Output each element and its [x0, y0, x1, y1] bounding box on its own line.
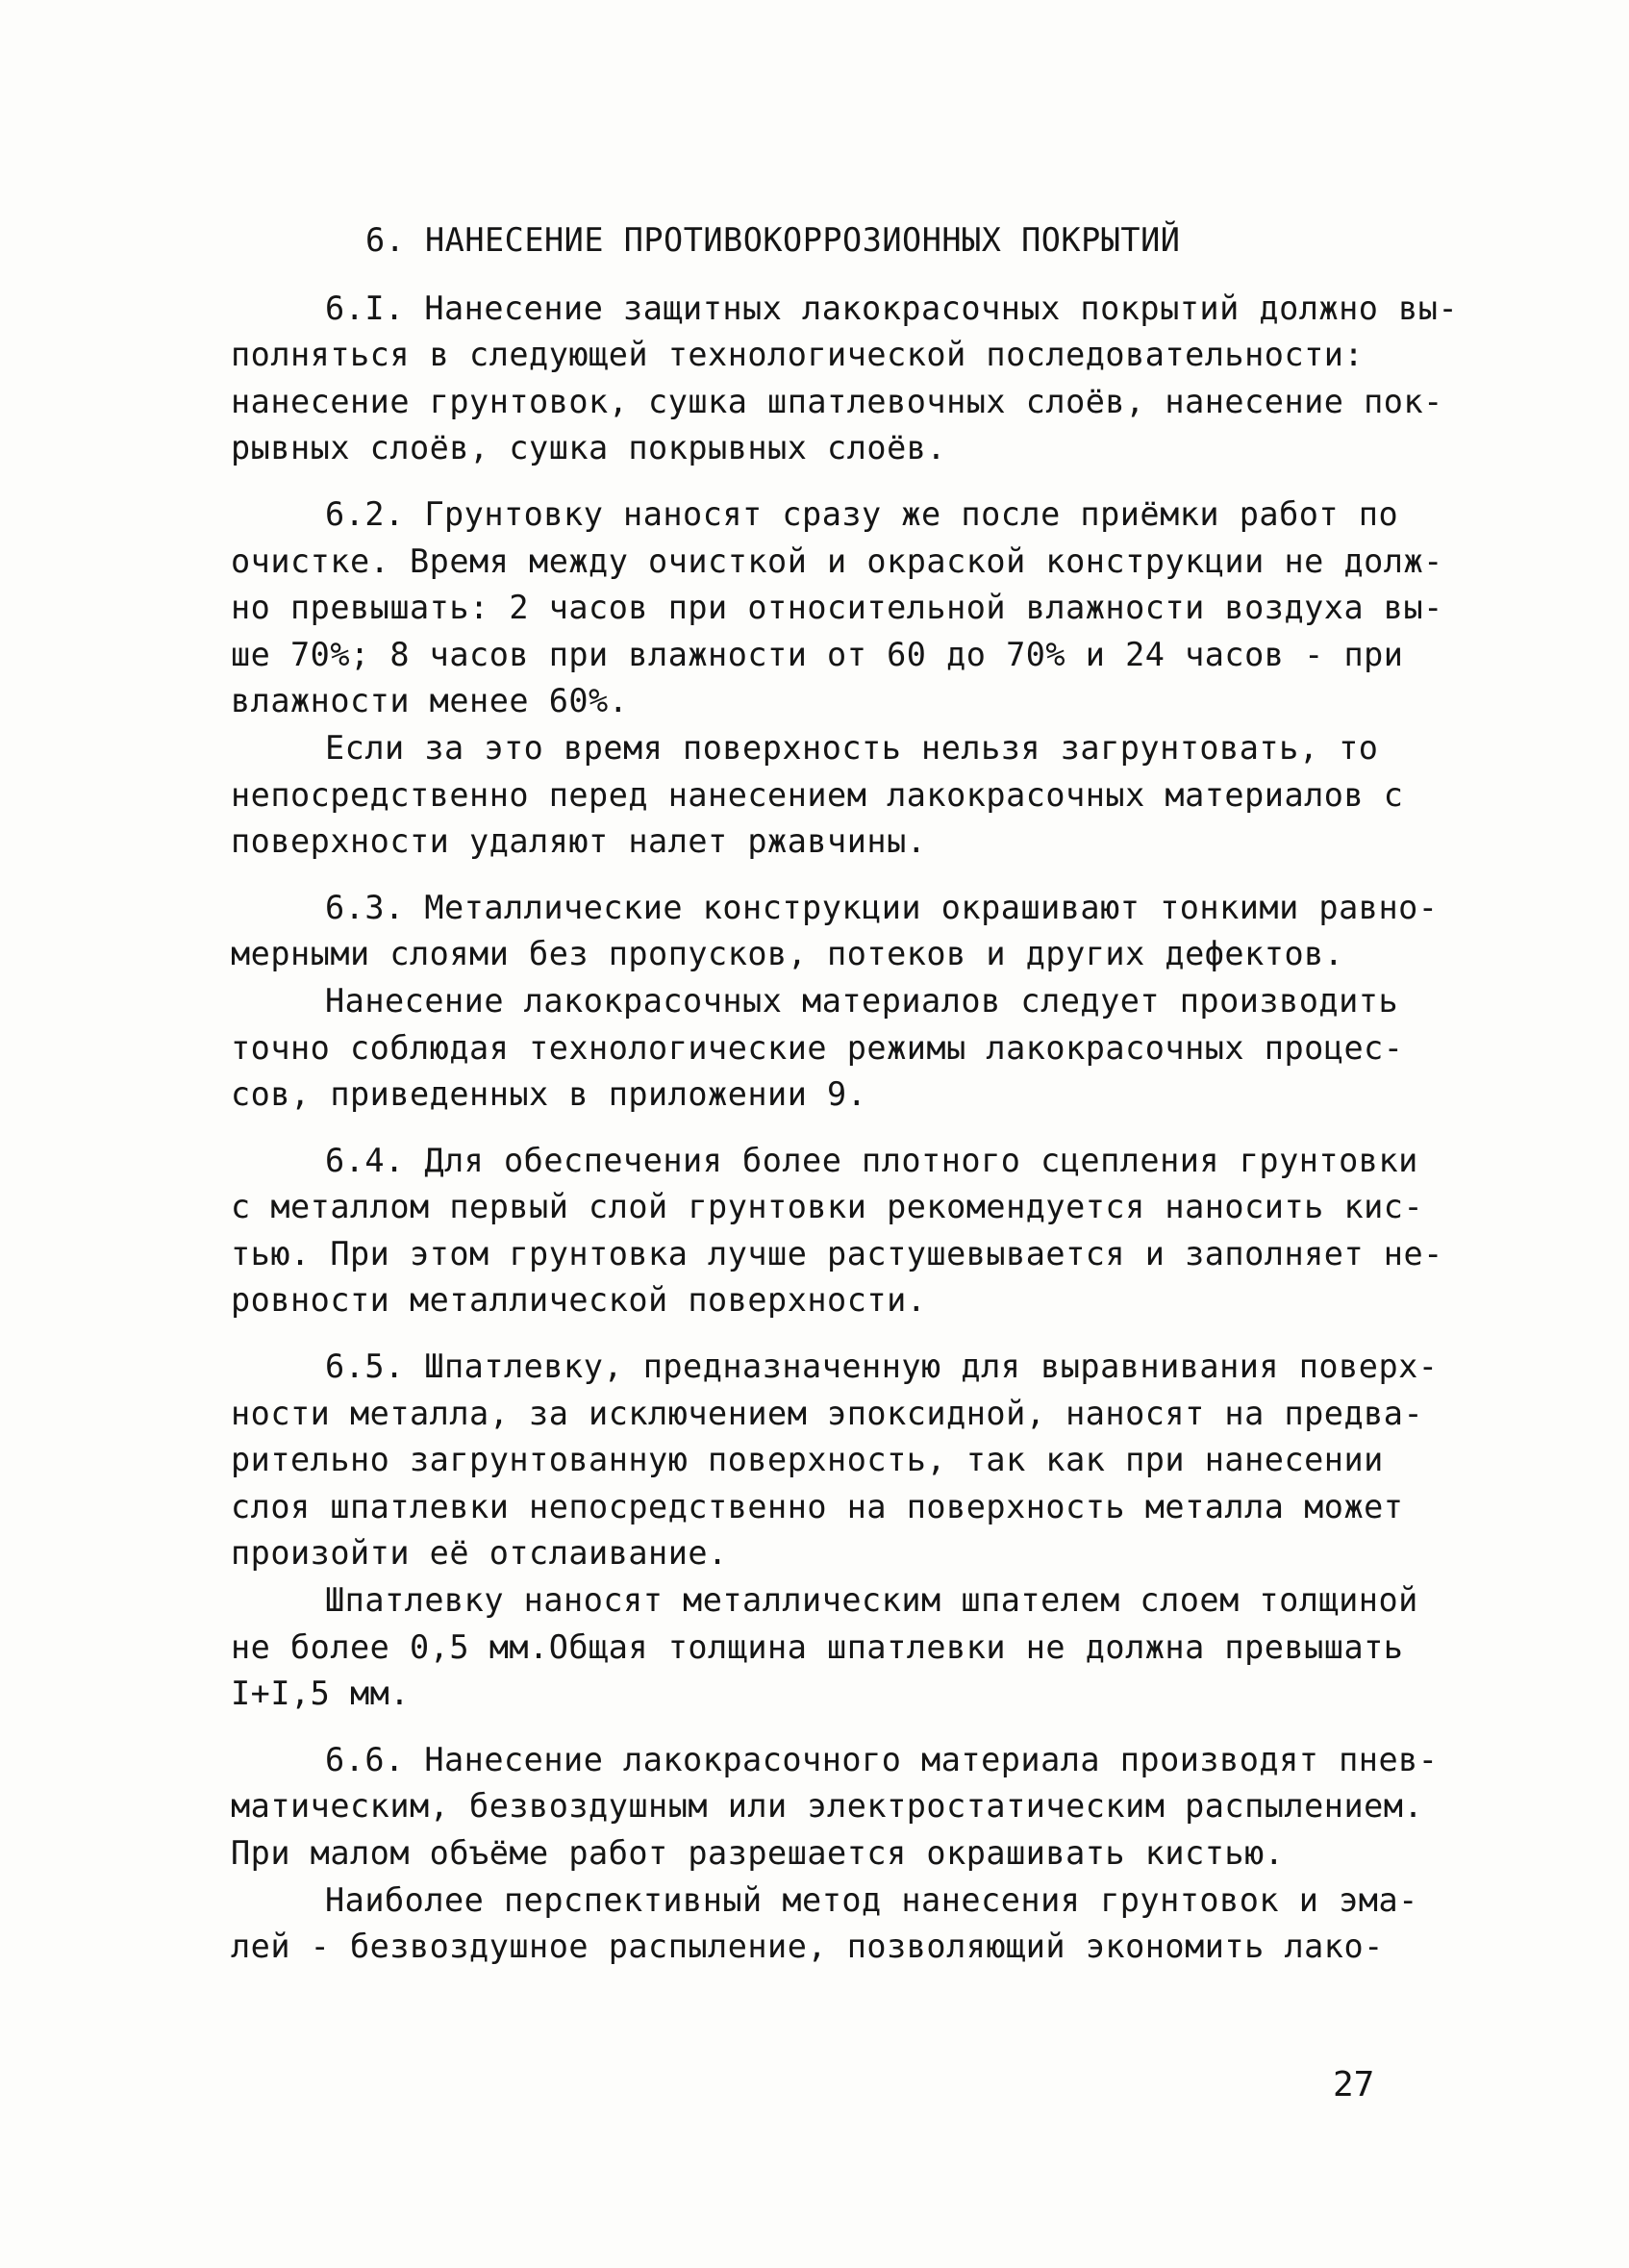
- paragraph-line: рительно загрунтованную поверхность, так как при нанесении: [231, 1441, 1384, 1479]
- paragraph-line: Наиболее перспективный метод нанесения грунтовок и эма-: [325, 1880, 1418, 1919]
- paragraph-line: 6.2. Грунтовку наносят сразу же после приёмки работ по: [325, 494, 1399, 533]
- section-heading: 6. НАНЕСЕНИЕ ПРОТИВОКОРРОЗИОННЫХ ПОКРЫТИЙ: [365, 221, 1181, 259]
- paragraph-line: При малом объёме работ разрешается окрашивать кистью.: [231, 1834, 1285, 1872]
- paragraph-line: полняться в следующей технологической последовательности:: [231, 336, 1365, 374]
- paragraph-line: рывных слоёв, сушка покрывных слоёв.: [231, 429, 947, 467]
- paragraph-6-2-cont: [231, 725, 1404, 866]
- paragraph-line: не более 0,5 мм.Общая толщина шпатлевки не должна превышать: [231, 1627, 1404, 1666]
- paragraph-line: точно соблюдая технологические режимы лакокрасочных процес-: [231, 1028, 1404, 1067]
- paragraph-line: Если за это время поверхность нельзя загрунтовать, то: [325, 728, 1379, 767]
- paragraph-line: I+I,5 мм.: [231, 1675, 411, 1713]
- paragraph-line: ности металла, за исключением эпоксидной, наносят на предва-: [231, 1394, 1424, 1432]
- paragraph-line: с металлом первый слой грунтовки рекомендуется наносить кис-: [231, 1188, 1424, 1226]
- paragraph-line: мерными слоями без пропусков, потеков и других дефектов.: [231, 935, 1344, 973]
- paragraph-line: Нанесение лакокрасочных материалов следует производить: [325, 981, 1399, 1020]
- paragraph-6-5: [231, 1344, 1439, 1577]
- document-body: [231, 217, 1459, 1971]
- paragraph-line: 6.I. Нанесение защитных лакокрасочных покрытий должно вы-: [325, 289, 1459, 327]
- paragraph-line: тью. При этом грунтовка лучше растушевывается и заполняет не-: [231, 1234, 1443, 1273]
- paragraph-line: ровности металлической поверхности.: [231, 1281, 927, 1320]
- paragraph-line: поверхности удаляют налет ржавчины.: [231, 822, 927, 861]
- paragraph-line: влажности менее 60%.: [231, 682, 629, 720]
- paragraph-6-3: [231, 885, 1439, 978]
- page-number: 27: [1333, 2065, 1375, 2104]
- paragraph-line: ше 70%; 8 часов при влажности от 60 до 70% и 24 часов - при: [231, 635, 1404, 673]
- paragraph-6-4: [231, 1138, 1443, 1324]
- paragraph-line: но превышать: 2 часов при относительной влажности воздуха вы-: [231, 589, 1443, 627]
- paragraph-line: сов, приведенных в приложении 9.: [231, 1075, 867, 1114]
- paragraph-6-3-cont: [231, 978, 1404, 1119]
- paragraph-6-5-cont: [231, 1577, 1418, 1718]
- paragraph-6-6: [231, 1737, 1439, 1877]
- paragraph-line: матическим, безвоздушным или электростатическим распылением.: [231, 1787, 1424, 1826]
- paragraph-line: непосредственно перед нанесением лакокрасочных материалов с: [231, 775, 1404, 814]
- paragraph-line: очистке. Время между очисткой и окраской конструкции не долж-: [231, 542, 1443, 580]
- paragraph-line: 6.3. Металлические конструкции окрашивают тонкими равно-: [325, 888, 1439, 926]
- paragraph-line: 6.5. Шпатлевку, предназначенную для выравнивания поверх-: [325, 1348, 1439, 1386]
- paragraph-line: нанесение грунтовок, сушка шпатлевочных слоёв, нанесение пок-: [231, 382, 1443, 420]
- paragraph-line: 6.6. Нанесение лакокрасочного материала производят пнев-: [325, 1740, 1439, 1778]
- paragraph-6-6-cont: [231, 1877, 1418, 1971]
- paragraph-line: произойти её отслаивание.: [231, 1534, 728, 1573]
- paragraph-6-1: [231, 286, 1459, 472]
- paragraph-6-2: [231, 491, 1443, 725]
- paragraph-line: лей - безвоздушное распыление, позволяющий экономить лако-: [231, 1928, 1384, 1966]
- paragraph-line: 6.4. Для обеспечения более плотного сцепления грунтовки: [325, 1141, 1418, 1179]
- paragraph-line: Шпатлевку наносят металлическим шпателем слоем толщиной: [325, 1581, 1418, 1620]
- paragraph-line: слоя шпатлевки непосредственно на поверхность металла может: [231, 1487, 1404, 1525]
